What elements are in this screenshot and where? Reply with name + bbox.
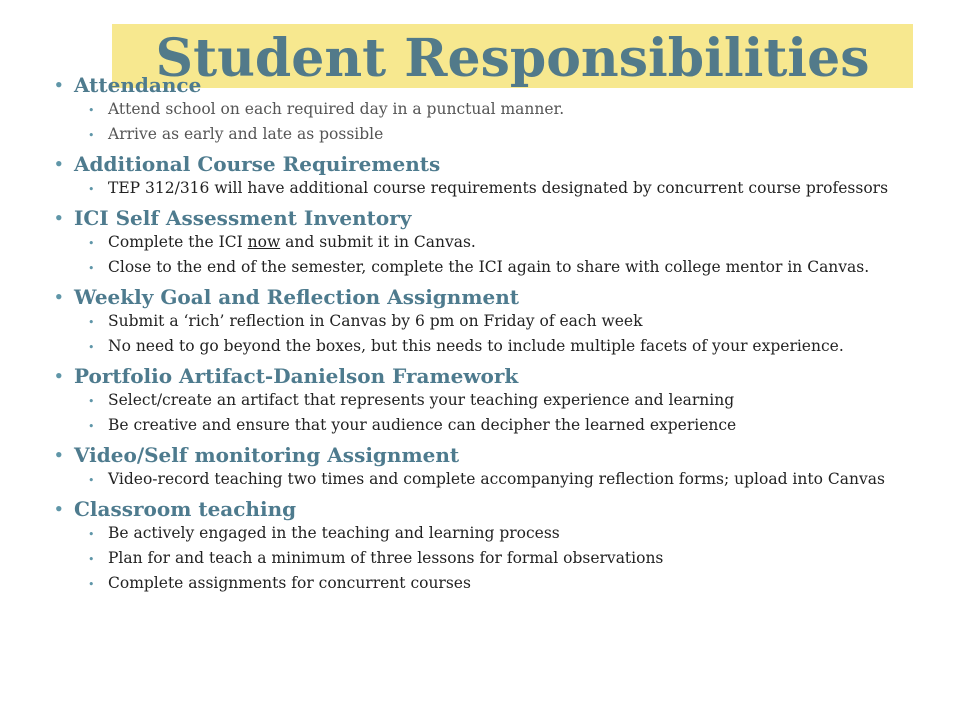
item-text: Complete assignments for concurrent courses — [108, 574, 471, 592]
bullet-icon: • — [88, 316, 95, 329]
slide-content — [52, 70, 932, 600]
list-item — [86, 525, 932, 542]
bullet-icon: • — [54, 288, 64, 306]
section-heading — [52, 205, 932, 231]
bullet-icon: • — [54, 209, 64, 227]
heading-text: Portfolio Artifact-Danielson Framework — [74, 364, 519, 388]
list-item — [86, 550, 932, 567]
section-heading — [52, 496, 932, 522]
item-text-underlined: now — [247, 233, 281, 251]
bullet-icon: • — [88, 183, 95, 196]
item-text: Arrive as early and late as possible — [108, 125, 384, 143]
item-text: No need to go beyond the boxes, but this needs to include multiple facets of your experience. — [108, 337, 844, 355]
section-ici — [52, 205, 932, 276]
section-video — [52, 442, 932, 488]
heading-text: Classroom teaching — [74, 497, 297, 521]
bullet-icon: • — [88, 262, 95, 275]
bullet-list — [86, 101, 932, 143]
list-item — [86, 126, 932, 143]
item-text: Close to the end of the semester, complete the ICI again to share with college mentor in Canvas. — [108, 258, 870, 276]
item-text-pre: Complete the ICI — [108, 233, 248, 251]
heading-text: Attendance — [74, 73, 202, 97]
heading-text: ICI Self Assessment Inventory — [74, 206, 412, 230]
heading-text: Additional Course Requirements — [74, 152, 441, 176]
section-heading — [52, 284, 932, 310]
item-text: Be actively engaged in the teaching and learning process — [108, 524, 560, 542]
bullet-list — [86, 313, 932, 355]
heading-text: Weekly Goal and Reflection Assignment — [74, 285, 519, 309]
bullet-icon: • — [88, 237, 95, 250]
bullet-icon: • — [88, 553, 95, 566]
bullet-icon: • — [54, 446, 64, 464]
list-item — [86, 338, 932, 355]
heading-text: Video/Self monitoring Assignment — [74, 443, 460, 467]
item-text: Be creative and ensure that your audience can decipher the learned experience — [108, 416, 737, 434]
bullet-list — [86, 471, 932, 488]
list-item — [86, 180, 932, 197]
bullet-icon: • — [88, 395, 95, 408]
item-text: Attend school on each required day in a punctual manner. — [108, 100, 565, 118]
bullet-icon: • — [54, 367, 64, 385]
bullet-icon: • — [88, 578, 95, 591]
section-heading — [52, 442, 932, 468]
list-item — [86, 101, 932, 118]
list-item — [86, 234, 932, 251]
bullet-icon: • — [54, 155, 64, 173]
section-weekly-goal — [52, 284, 932, 355]
bullet-icon: • — [88, 104, 95, 117]
list-item — [86, 313, 932, 330]
item-text: TEP 312/316 will have additional course requirements designated by concurrent course professors — [108, 179, 889, 197]
section-heading — [52, 363, 932, 389]
bullet-icon: • — [88, 528, 95, 541]
bullet-icon: • — [54, 76, 64, 94]
bullet-list — [86, 234, 932, 276]
list-item — [86, 417, 932, 434]
bullet-icon: • — [88, 420, 95, 433]
item-text: Select/create an artifact that represents your teaching experience and learning — [108, 391, 735, 409]
section-portfolio — [52, 363, 932, 434]
bullet-list — [86, 180, 932, 197]
slide-title: Student Responsibilities — [155, 28, 870, 89]
section-additional-course-requirements — [52, 151, 932, 197]
item-text: Submit a ‘rich’ reflection in Canvas by 6 pm on Friday of each week — [108, 312, 643, 330]
bullet-list — [86, 525, 932, 592]
bullet-list — [86, 392, 932, 434]
list-item — [86, 392, 932, 409]
item-text: Video-record teaching two times and complete accompanying reflection forms; upload into Canvas — [108, 470, 885, 488]
section-classroom-teaching — [52, 496, 932, 592]
list-item — [86, 259, 932, 276]
bullet-icon: • — [88, 474, 95, 487]
list-item — [86, 575, 932, 592]
section-heading — [52, 151, 932, 177]
bullet-icon: • — [88, 341, 95, 354]
item-text: Plan for and teach a minimum of three lessons for formal observations — [108, 549, 664, 567]
item-text-post: and submit it in Canvas. — [280, 233, 476, 251]
bullet-icon: • — [88, 129, 95, 142]
bullet-icon: • — [54, 500, 64, 518]
list-item — [86, 471, 932, 488]
